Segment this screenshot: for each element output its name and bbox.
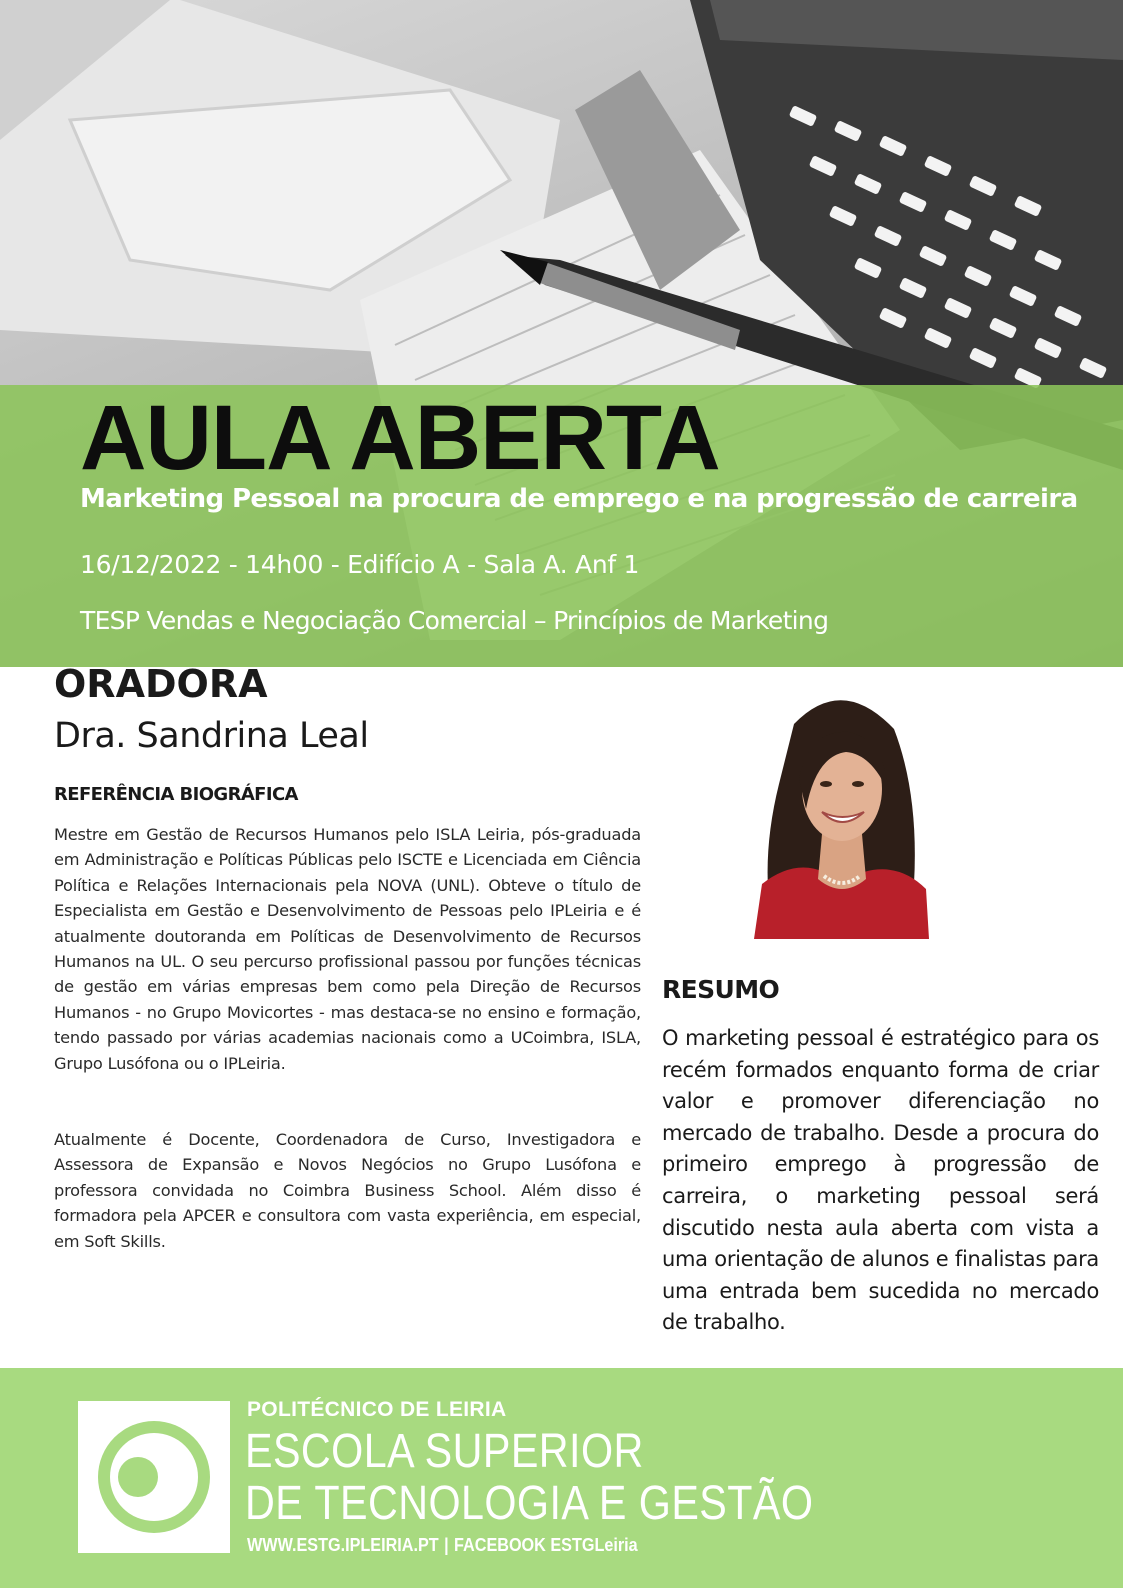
estg-circle-logo-icon	[78, 1401, 230, 1553]
event-title: AULA ABERTA	[80, 387, 720, 489]
summary-text: O marketing pessoal é estratégico para os recém formados enquanto forma de criar valor e promover diferenciação no mercado de trabalho. Desde a procura do primeiro emprego à progressão de carreira, o marketing pessoal será discutido nesta aula aberta com vista a uma orientação de alunos e finalistas para uma entrada bem sucedida no mercado de trabalho.	[662, 1026, 1099, 1335]
event-datetime-location: 16/12/2022 - 14h00 - Edifício A - Sala A. Anf 1	[80, 550, 640, 579]
speaker-name: Dra. Sandrina Leal	[54, 716, 369, 756]
estg-logo	[78, 1401, 230, 1553]
speaker-role-heading: ORADORA	[54, 662, 268, 706]
hero-banner	[0, 0, 1123, 667]
facebook-link[interactable]: FACEBOOK ESTGLeiria	[454, 1535, 638, 1555]
footer-links	[247, 1535, 638, 1556]
summary-heading: RESUMO	[662, 975, 780, 1004]
speaker-portrait	[754, 684, 929, 939]
footer-separator: |	[444, 1535, 449, 1555]
event-subtitle: Marketing Pessoal na procura de emprego e na progressão de carreira	[80, 484, 1078, 514]
school-name-line-2: DE TECNOLOGIA E GESTÃO	[245, 1477, 814, 1530]
event-course: TESP Vendas e Negociação Comercial – Princípios de Marketing	[80, 606, 829, 635]
bio-paragraph-1: Mestre em Gestão de Recursos Humanos pelo ISLA Leiria, pós-graduada em Administração e Políticas Públicas pelo ISCTE e Licenciada em Ciência Política e Relações Internacionais pela NOVA (UNL). Obteve o título de Especialista em Gestão e Desenvolvimento de Pessoas pelo IPLeiria e é atualmente doutoranda em Políticas de Desenvolvimento de Recursos Humanos na UL. O seu percurso profissional passou por funções técnicas de gestão em várias empresas bem como pela Direção de Recursos Humanos - no Grupo Movicortes - mas destaca-se no ensino e formação, tendo passado por várias academias nacionais como a UCoimbra, ISLA, Grupo Lusófona ou o IPLeiria.	[54, 825, 641, 1073]
bio-heading: REFERÊNCIA BIOGRÁFICA	[54, 784, 298, 805]
institution-name: POLITÉCNICO DE LEIRIA	[247, 1398, 507, 1421]
website-link[interactable]: WWW.ESTG.IPLEIRIA.PT	[247, 1535, 439, 1555]
bio-paragraph-2: Atualmente é Docente, Coordenadora de Curso, Investigadora e Assessora de Expansão e Novos Negócios no Grupo Lusófona e professora convidada no Coimbra Business School. Além disso é formadora pela APCER e consultora com vasta experiência, em especial, em Soft Skills.	[54, 1130, 641, 1251]
school-name-line-1: ESCOLA SUPERIOR	[245, 1425, 644, 1478]
